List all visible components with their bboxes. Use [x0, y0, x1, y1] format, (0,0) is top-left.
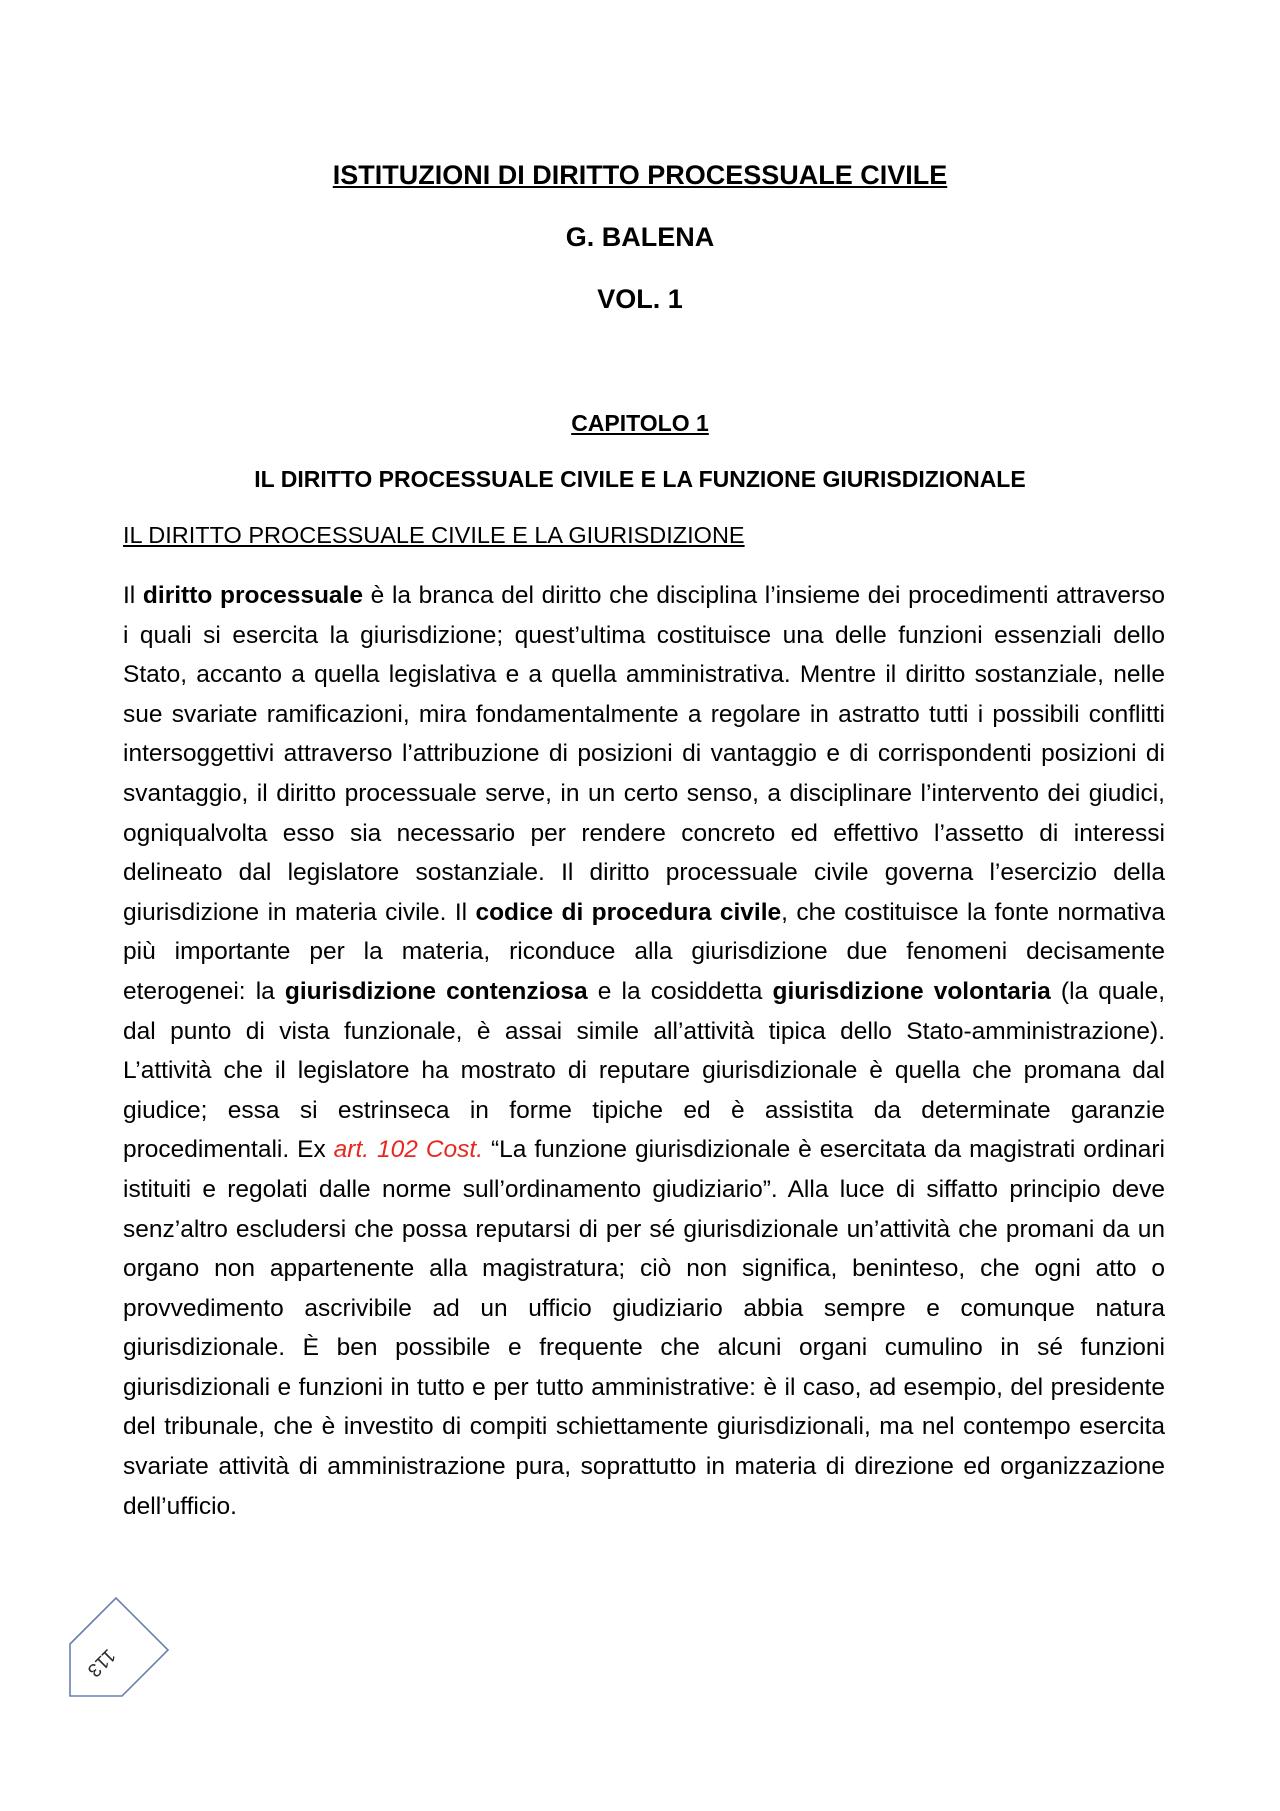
text-run: (la quale, dal punto di vista funzionale, è assai simile all’attività tipica dello Stato-amministrazione). L’attività che il legislatore ha mostrato di reputare giurisdizionale è quella che promana dal giudice; essa si estrinseca in forme tipiche ed è assistita da determinate garanzie procedimentali. Ex: [123, 977, 1166, 1164]
chapter-title: IL DIRITTO PROCESSUALE CIVILE E LA FUNZIONE GIURISDIZIONALE: [254, 466, 1026, 492]
text-run: e la cosiddetta: [587, 977, 773, 1005]
document-title: ISTITUZIONI DI DIRITTO PROCESSUALE CIVILE: [332, 160, 948, 190]
page-stamp-number: 113: [83, 1644, 120, 1681]
volume-label: VOL. 1: [597, 284, 683, 314]
bold-term: diritto processuale: [142, 582, 363, 609]
body-paragraph: [123, 576, 1165, 1526]
bold-term: codice di procedura civile: [475, 898, 782, 926]
bold-term: giurisdizione contenziosa: [284, 977, 588, 1005]
page-stamp-shape: [70, 1598, 168, 1696]
chapter-number: CAPITOLO 1: [571, 410, 709, 436]
page-number-stamp: [60, 1582, 178, 1700]
text-run: “La funzione giurisdizionale è esercitata da magistrati ordinari istituiti e regolati dalle norme sull’ordinamento giudiziario”. Alla luce di siffatto principio deve senz’altro escludersi che possa reputarsi di per sé giurisdizionale un’attività che promani da un organo non appartenente alla magistratura; ciò non significa, beninteso, che ogni atto o provvedimento ascrivibile ad un ufficio giudiziario abbia sempre e comunque natura giurisdizionale. È ben possibile e frequente che alcuni organi cumulino in sé funzioni giurisdizionali e funzioni in tutto e per tutto amministrative: è il caso, ad esempio, del presidente del tribunale, che è investito di compiti schiettamente giurisdizionali, ma nel contempo esercita svariate attività di amministrazione pura, soprattutto in materia di direzione ed organizzazione dell’ufficio.: [123, 1136, 1165, 1520]
text-run: Il: [123, 582, 143, 609]
law-reference: art. 102 Cost.: [333, 1136, 484, 1164]
author: G. BALENA: [565, 222, 715, 252]
bold-term: giurisdizione volontaria: [772, 977, 1051, 1005]
section-heading: IL DIRITTO PROCESSUALE CIVILE E LA GIURISDIZIONE: [123, 522, 745, 548]
text-run: , che costituisce la fonte normativa più importante per la materia, riconduce alla giurisdizione due fenomeni decisamente eterogenei: la: [123, 898, 1165, 1005]
text-run: è la branca del diritto che disciplina l’insieme dei procedimenti attraverso i quali si esercita la giurisdizione; quest’ultima costituisce una delle funzioni essenziali dello Stato, accanto a quella legislativa e a quella amministrativa. Mentre il diritto sostanziale, nelle sue svariate ramificazioni, mira fondamentalmente a regolare in astratto tutti i possibili conflitti intersoggettivi attraverso l’attribuzione di posizioni di vantaggio e di corrispondenti posizioni di svantaggio, il diritto processuale serve, in un certo senso, a disciplinare l’intervento dei giudici, ogniqualvolta esso sia necessario per rendere concreto ed effettivo l’assetto di interessi delineato dal legislatore sostanziale. Il diritto processuale civile governa l’esercizio della giurisdizione in materia civile. Il: [123, 582, 1165, 926]
